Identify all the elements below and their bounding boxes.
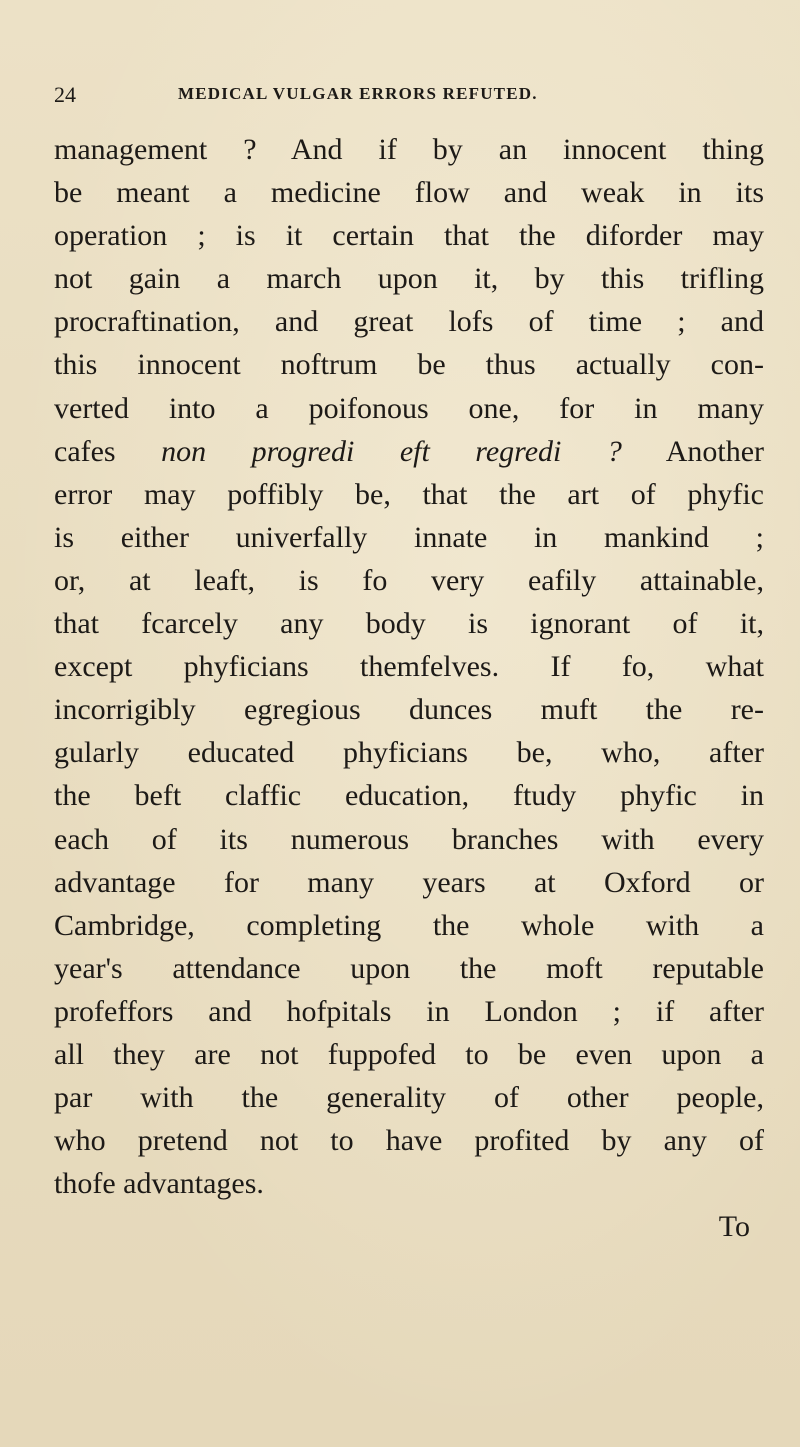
text-line: except phyficians themfelves. If fo, what	[54, 650, 764, 684]
text-line: is either univerfally innate in mankind ;	[54, 520, 764, 554]
body-text	[54, 128, 764, 1248]
text-line: thofe advantages.	[54, 1167, 264, 1201]
text-fragment: Another	[665, 434, 764, 468]
text-line: the beft claffic education, ftudy phyfic in	[54, 779, 764, 813]
text-line: profeffors and hofpitals in London ; if after	[54, 994, 764, 1028]
text-line: year's attendance upon the moft reputable	[54, 951, 764, 985]
catchword: To	[718, 1210, 750, 1244]
text-line: not gain a march upon it, by this trifling	[54, 262, 764, 296]
text-line: management ? And if by an innocent thing	[54, 133, 764, 166]
text-line: be meant a medicine flow and weak in its	[54, 176, 764, 210]
text-line: par with the generality of other people,	[54, 1081, 764, 1115]
text-line: that fcarcely any body is ignorant of it,	[54, 607, 764, 641]
text-line: gularly educated phyficians be, who, after	[54, 736, 764, 770]
text-line: operation ; is it certain that the diforder may	[54, 219, 764, 253]
page-number: 24	[54, 82, 76, 107]
text-line: incorrigibly egregious dunces muft the re-	[54, 693, 764, 727]
text-line: error may poffibly be, that the art of phyfic	[54, 477, 764, 511]
text-line: who pretend not to have profited by any of	[54, 1124, 764, 1158]
latin-phrase: non progredi eft regredi ?	[161, 434, 622, 468]
text-line: all they are not fuppofed to be even upon a	[54, 1037, 764, 1071]
text-line: each of its numerous branches with every	[54, 822, 764, 856]
text-line: this innocent noftrum be thus actually con-	[54, 348, 764, 382]
running-title: MEDICAL VULGAR ERRORS REFUTED.	[178, 84, 538, 103]
text-line: verted into a poifonous one, for in many	[54, 391, 764, 425]
text-line: or, at leaft, is fo very eafily attainable,	[54, 563, 764, 597]
text-line: advantage for many years at Oxford or	[54, 865, 764, 899]
text-line-with-latin	[54, 430, 764, 473]
running-head	[54, 82, 754, 112]
text-line: Cambridge, completing the whole with a	[54, 908, 764, 942]
text-fragment: cafes	[54, 434, 116, 468]
text-line: procraftination, and great lofs of time ; and	[54, 305, 764, 339]
